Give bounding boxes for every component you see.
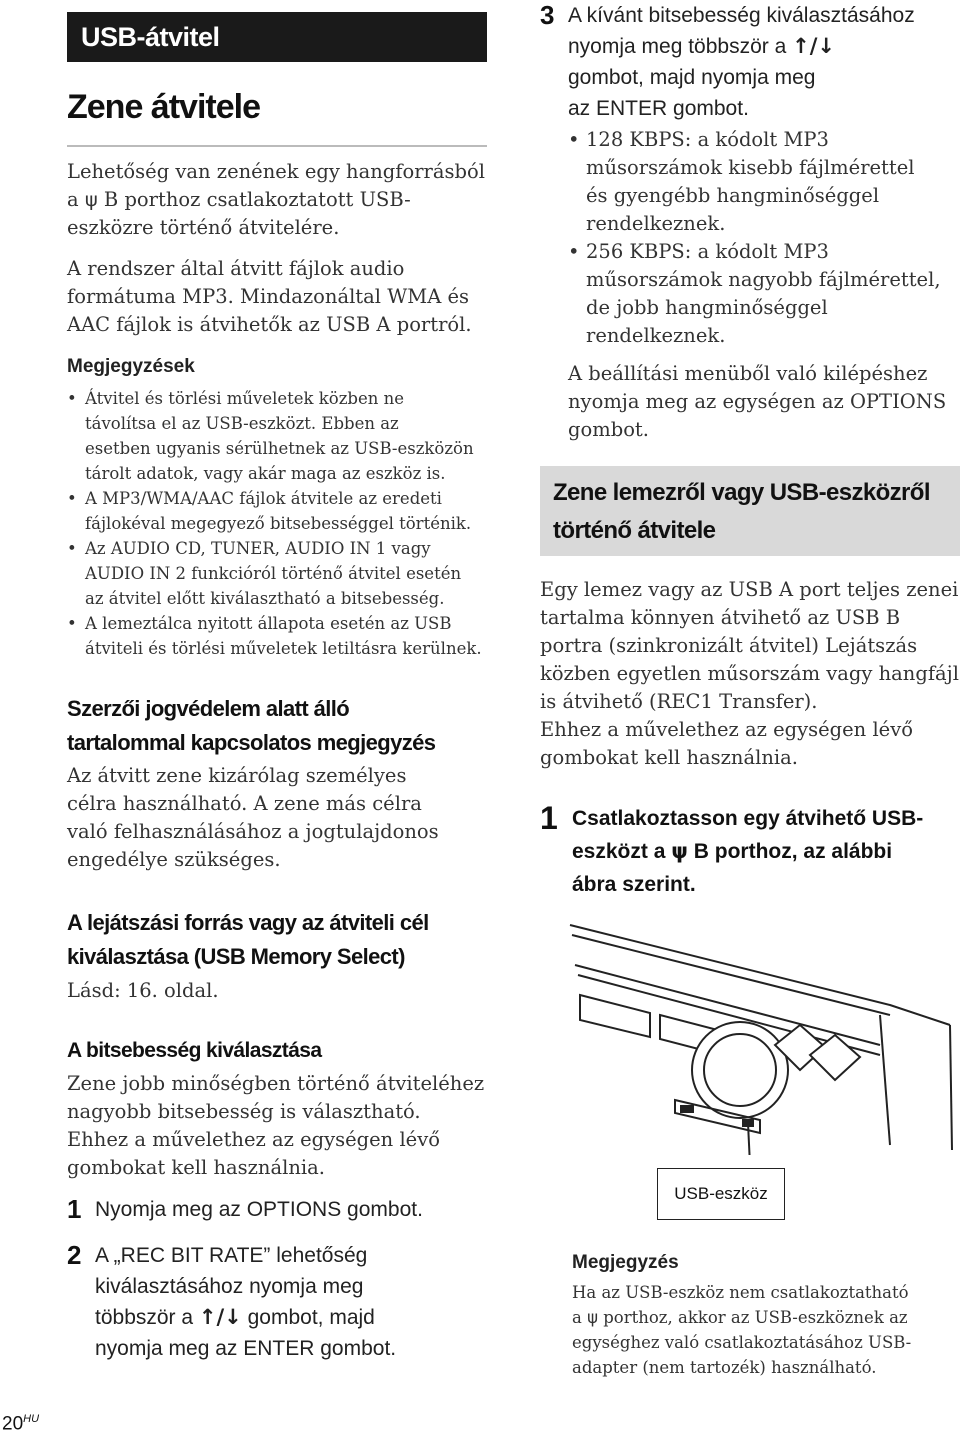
up-down-arrow-icon: ↑/↓ <box>792 34 835 58</box>
disc-transfer-text: Egy lemez vagy az USB A port teljes zenei tartalma könnyen átvihető az USB B portra (szinkronizált átvitel) Lejátszás közben egyetlen műsorszám vagy hangfájl is átvihető (REC1 Transfer). Ehhez a művelethez az egységen lévő gombokat kell használnia. <box>540 578 959 769</box>
list-item: • A MP3/WMA/AAC fájlok átvitele az eredeti fájlokéval megegyező bitsebességgel történik. <box>67 486 497 536</box>
list-item: • Átvitel és törlési műveletek közben ne távolítsa el az USB-eszközt. Ebben az esetben ugyanis sérülhetnek az USB-eszközön tárolt adatok, vagy akár maga az eszköz is. <box>67 386 497 486</box>
usb-icon: ψ <box>671 839 688 863</box>
copyright-text: Az átvitt zene kizárólag személyes célra használható. A zene más célra való felhasználásához a jogtulajdonos engedélye szükséges. <box>67 764 439 871</box>
bitrate-heading: A bitsebesség kiválasztása <box>67 1039 322 1062</box>
page-number: $20^{HU}$ <box>2 1413 40 1435</box>
disc-step-1-text: Csatlakoztasson egy átvihető USB- eszközt a ψ B porthoz, az alábbi ábra szerint. <box>572 807 924 896</box>
intro-paragraph-2: A rendszer által átvitt fájlok audio formátuma MP3. Mindazonáltal WMA és AAC fájlok is átvihetők az USB A portról. <box>67 257 472 336</box>
step-1-text: Nyomja meg az OPTIONS gombot. <box>95 1198 423 1221</box>
device-panel <box>580 995 650 1037</box>
list-item: • Az AUDIO CD, TUNER, AUDIO IN 1 vagy AUDIO IN 2 funkcióról történő átvitel esetén az átvitel előtt kiválasztható a bitsebesség. <box>67 536 497 611</box>
exit-text: A beállítási menüből való kilépéshez nyomja meg az egységen az OPTIONS gombot. <box>568 362 947 441</box>
step-2-text: A „REC BIT RATE” lehetőség kiválasztásához nyomja meg többször a ↑/↓ gombot, majd nyomja meg az ENTER gombot. <box>95 1244 397 1360</box>
section-tab: USB-átvitel <box>67 12 487 62</box>
step-3-text: A kívánt bitsebesség kiválasztásához nyomja meg többször a ↑/↓ gombot, majd nyomja meg az ENTER gombot. <box>568 4 915 120</box>
figure-label: USB-eszköz <box>657 1168 785 1220</box>
notes-list <box>67 386 497 661</box>
up-down-arrow-icon: ↑/↓ <box>198 1305 242 1329</box>
memory-select-text: Lásd: 16. oldal. <box>67 979 219 1002</box>
knob <box>692 1022 788 1118</box>
title-rule <box>67 145 487 147</box>
note-heading: Megjegyzés <box>572 1252 679 1273</box>
device-illustration <box>560 905 960 1155</box>
step-number: 3 <box>540 0 555 30</box>
list-item: • A lemeztálca nyitott állapota esetén az USB átviteli és törlési műveletek letiltásra kerülnek. <box>67 611 497 661</box>
step-number: 1 <box>67 1194 82 1224</box>
step-number: 1 <box>540 800 558 836</box>
page-title: Zene átvitele <box>67 88 260 126</box>
step-number: 2 <box>67 1240 82 1270</box>
usb-icon: ψ <box>84 188 98 211</box>
device-top-edge <box>570 925 950 1025</box>
intro-paragraph-1: Lehetőség van zenének egy hangforrásból a ψ B porthoz csatlakoztatott USB- eszközre történő átvitelére. <box>67 160 485 239</box>
list-item: • 128 KBPS: a kódolt MP3 műsorszámok kisebb fájlmérettel és gyengébb hangminőséggel rendelkeznek. <box>568 126 958 238</box>
usb-icon: ψ <box>587 1308 598 1327</box>
disc-transfer-heading: Zene lemezről vagy USB-eszközről történő átvitele <box>553 479 930 544</box>
memory-select-heading: A lejátszási forrás vagy az átviteli cél kiválasztása (USB Memory Select) <box>67 910 429 969</box>
bitrate-text: Zene jobb minőségben történő átviteléhez nagyobb bitsebesség is választható. Ehhez a művelethez az egységen lévő gombokat kell használnia. <box>67 1072 485 1179</box>
list-item: • 256 KBPS: a kódolt MP3 műsorszámok nagyobb fájlmérettel, de jobb hangminőséggel rendelkeznek. <box>568 238 958 350</box>
copyright-heading: Szerzői jogvédelem alatt álló tartalommal kapcsolatos megjegyzés <box>67 696 436 755</box>
notes-heading: Megjegyzések <box>67 356 195 377</box>
note-text: Ha az USB-eszköz nem csatlakoztatható a ψ porthoz, akkor az USB-eszköznek az egységhez való csatlakoztatásához USB- adapter (nem tartozék) használható. <box>572 1283 912 1377</box>
bitrate-options-list <box>568 126 958 350</box>
